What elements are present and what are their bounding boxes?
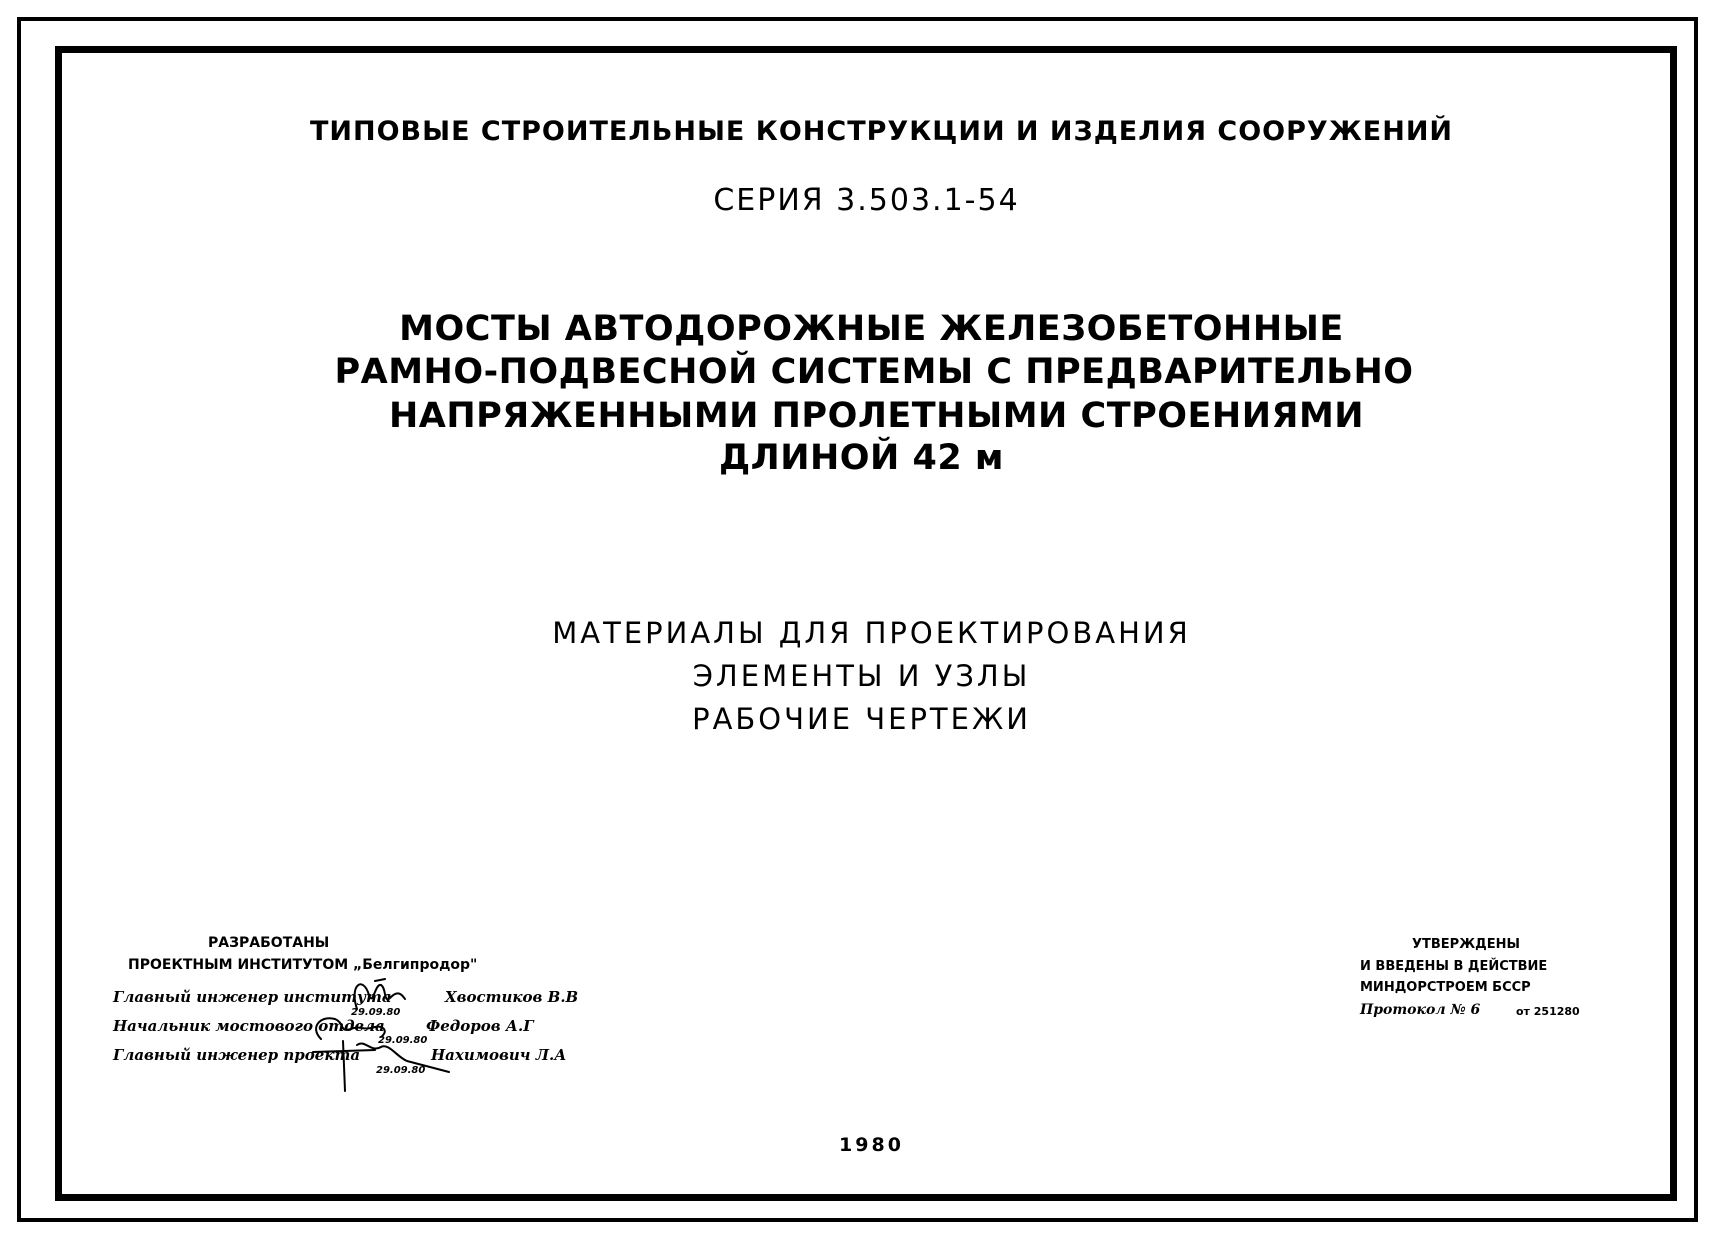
approved-line-3: МИНДОРСТРОЕМ БССР <box>1360 980 1531 995</box>
role-head-bridge-department: Начальник мостового отдела <box>113 1017 385 1035</box>
developed-heading: РАЗРАБОТАНЫ <box>208 935 330 951</box>
developed-institute: ПРОЕКТНЫМ ИНСТИТУТОМ „Белгипродор" <box>128 957 478 973</box>
approved-line-2: И ВВЕДЕНЫ В ДЕЙСТВИЕ <box>1360 959 1548 974</box>
title-line-2: РАМНО-ПОДВЕСНОЙ СИСТЕМЫ С ПРЕДВАРИТЕЛЬНО <box>334 352 1414 392</box>
year: 1980 <box>839 1134 904 1156</box>
approved-protocol-date: от 251280 <box>1516 1005 1580 1018</box>
date-chief-engineer-institute: 29.09.80 <box>351 1007 401 1018</box>
name-head-bridge-department: Федоров А.Г <box>426 1017 534 1035</box>
signature-3-icon <box>313 1041 449 1091</box>
signature-2-icon <box>316 1018 385 1039</box>
date-chief-project-engineer: 29.09.80 <box>376 1065 426 1076</box>
title-line-3: НАПРЯЖЕННЫМИ ПРОЛЕТНЫМИ СТРОЕНИЯМИ <box>388 396 1365 436</box>
signatures-drawing <box>113 935 553 1095</box>
role-chief-engineer-institute: Главный инженер института <box>113 988 392 1006</box>
subtitle-line-1: МАТЕРИАЛЫ ДЛЯ ПРОЕКТИРОВАНИЯ <box>552 616 1191 650</box>
approved-protocol: Протокол № 6 <box>1360 1002 1481 1018</box>
title-line-4: ДЛИНОЙ 42 м <box>718 438 1005 478</box>
name-chief-engineer-institute: Хвостиков В.В <box>445 988 579 1006</box>
title-line-1: МОСТЫ АВТОДОРОЖНЫЕ ЖЕЛЕЗОБЕТОННЫЕ <box>399 309 1344 349</box>
approved-line-1: УТВЕРЖДЕНЫ <box>1412 937 1520 952</box>
subtitle-line-2: ЭЛЕМЕНТЫ И УЗЛЫ <box>692 659 1031 693</box>
signature-1-icon <box>355 979 405 1009</box>
date-head-bridge-department: 29.09.80 <box>378 1035 428 1046</box>
name-chief-project-engineer: Нахимович Л.А <box>431 1046 567 1064</box>
role-chief-project-engineer: Главный инженер проекта <box>113 1046 361 1064</box>
series-number: СЕРИЯ 3.503.1-54 <box>713 183 1020 218</box>
subtitle-line-3: РАБОЧИЕ ЧЕРТЕЖИ <box>692 702 1031 736</box>
document-header: ТИПОВЫЕ СТРОИТЕЛЬНЫЕ КОНСТРУКЦИИ И ИЗДЕЛИЯ СООРУЖЕНИЙ <box>309 116 1454 147</box>
